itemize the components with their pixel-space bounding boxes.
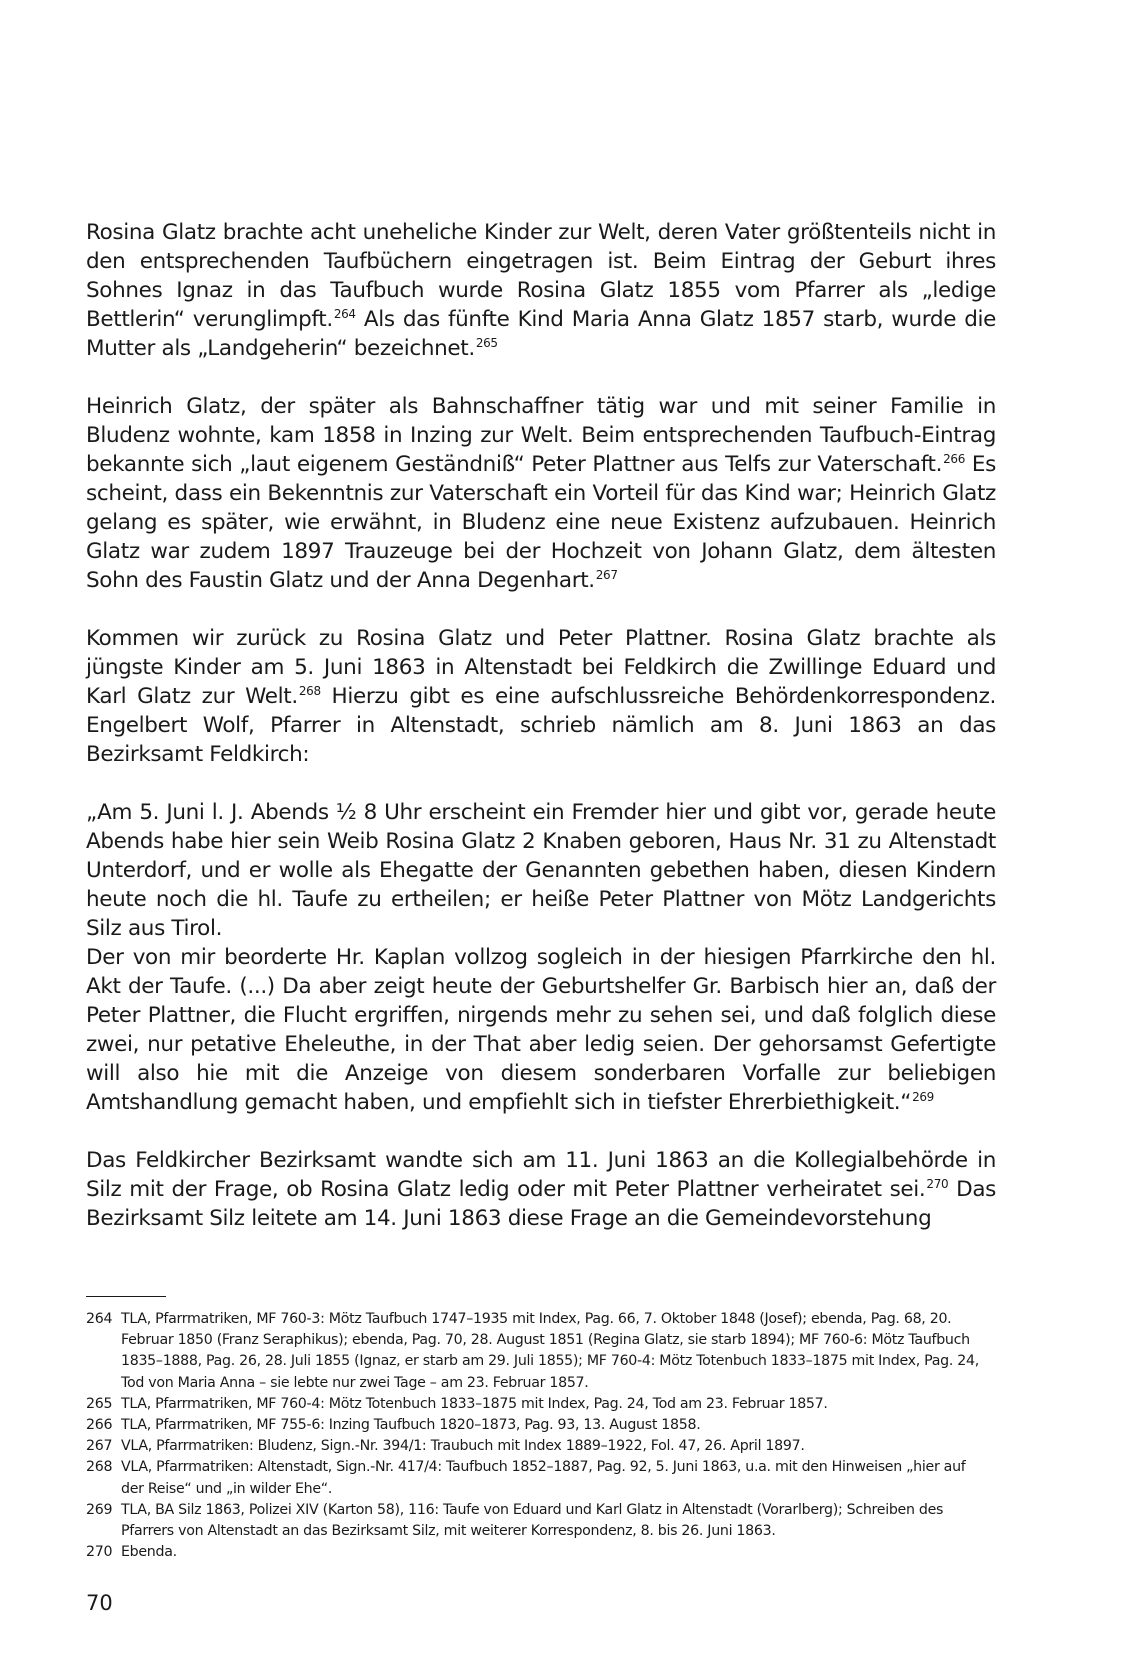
quotation-part-2: Der von mir beorderte Hr. Kaplan vollzog sogleich in der hiesigen Pfarrkirche den hl. Akt der Taufe. (...) Da aber zeigt heute der Geburtshelfer Gr. Barbisch hier an, daß der Peter Plattner, die Flucht ergriffen, nirgends mehr zu sehen sei, und daß folglich diese zwei, nur petative Eheleuthe, in der That aber ledig seien. Der gehorsamst Gefertigte will also hie mit die Anzeige von diesem sonderbaren Vorfalle zur beliebigen Amtshandlung gemacht haben, und empfiehlt sich in tiefster Ehrerbiethigkeit.“$^{269}$ bbox=[86, 945, 996, 1115]
footnote-ref-266[interactable]: 266 bbox=[943, 452, 965, 466]
footnote-264 bbox=[86, 1309, 991, 1394]
paragraph-3: Kommen wir zurück zu Rosina Glatz und Peter Plattner. Rosina Glatz brachte als jüngste Kinder am 5. Juni 1863 in Altenstadt bei Feldkirch die Zwillinge Eduard und Karl Glatz zur Welt.$^{268}$ Hierzu gibt es eine aufschlussreiche Behördenkorrespondenz. Engelbert Wolf, Pfarrer in Altenstadt, schrieb nämlich am 8. Juni 1863 an das Bezirksamt Feldkirch: bbox=[86, 626, 997, 767]
footnote-text: VLA, Pfarrmatriken: Altenstadt, Sign.-Nr. 417/4: Taufbuch 1852–1887, Pag. 92, 5. Juni 1863, u.a. mit den Hinweisen „hier auf der Reise“ und „in wilder Ehe“. bbox=[121, 1459, 966, 1497]
footnote-number: 269 bbox=[86, 1501, 113, 1518]
main-text bbox=[86, 218, 996, 1262]
footnote-text: TLA, Pfarrmatriken, MF 755-6: Inzing Taufbuch 1820–1873, Pag. 93, 13. August 1858. bbox=[121, 1417, 701, 1434]
footnote-ref-268[interactable]: 268 bbox=[298, 684, 321, 698]
footnote-267 bbox=[86, 1436, 991, 1457]
footnote-number: 265 bbox=[86, 1395, 113, 1412]
footnote-text: TLA, Pfarrmatriken, MF 760-4: Mötz Totenbuch 1833–1875 mit Index, Pag. 24, Tod am 23. Februar 1857. bbox=[121, 1395, 828, 1412]
footnote-text: Ebenda. bbox=[121, 1544, 177, 1561]
footnote-number: 266 bbox=[86, 1417, 113, 1434]
footnote-text: TLA, Pfarrmatriken, MF 760-3: Mötz Taufbuch 1747–1935 mit Index, Pag. 66, 7. Oktober 1848 (Josef); ebenda, Pag. 68, 20. Februar 1850 (Franz Seraphikus); ebenda, Pag. 70, 28. August 1851 (Regina Glatz, sie starb 1894); MF 760-6: Mötz Taufbuch 1835–1888, Pag. 26, 28. Juli 1855 (Ignaz, er starb am 29. Juli 1855); MF 760-4: Mötz Totenbuch 1833–1875 mit Index, Pag. 24, Tod von Maria Anna – sie lebte nur zwei Tage – am 23. Februar 1857. bbox=[121, 1311, 979, 1391]
paragraph-4: Das Feldkircher Bezirksamt wandte sich am 11. Juni 1863 an die Kollegialbehörde in Silz mit der Frage, ob Rosina Glatz ledig oder mit Peter Plattner verheiratet sei.$^{270}$ Das Bezirksamt Silz leitete am 14. Juni 1863 diese Frage an die Gemeindevorstehung bbox=[86, 1148, 996, 1231]
footnote-text: VLA, Pfarrmatriken: Bludenz, Sign.-Nr. 394/1: Traubuch mit Index 1889–1922, Fol. 47, 26. April 1897. bbox=[121, 1438, 805, 1455]
footnote-265 bbox=[86, 1394, 991, 1415]
paragraph-1: Rosina Glatz brachte acht uneheliche Kinder zur Welt, deren Vater größtenteils nicht in den entsprechenden Taufbüchern eingetragen ist. Beim Eintrag der Geburt ihres Sohnes Ignaz in das Taufbuch wurde Rosina Glatz 1855 vom Pfarrer als „ledige Bettlerin“ verunglimpft.$^{264}$ Als das fünfte Kind Maria Anna Glatz 1857 starb, wurde die Mutter als „Landgeherin“ bezeichnet.$^{265}$ bbox=[86, 220, 997, 361]
footnote-divider bbox=[86, 1296, 166, 1297]
footnote-ref-267[interactable]: 267 bbox=[595, 568, 618, 582]
page-number: 70 bbox=[86, 1591, 113, 1615]
footnote-text: TLA, BA Silz 1863, Polizei XIV (Karton 58), 116: Taufe von Eduard und Karl Glatz in Altenstadt (Vorarlberg); Schreiben des Pfarrers von Altenstadt an das Bezirksamt Silz, mit weiterer Korrespondenz, 8. bis 26. Juni 1863. bbox=[121, 1501, 944, 1540]
footnote-268 bbox=[86, 1457, 991, 1499]
quotation-part-1: „Am 5. Juni l. J. Abends ½ 8 Uhr erscheint ein Fremder hier und gibt vor, gerade heute Abends habe hier sein Weib Rosina Glatz 2 Knaben geboren, Haus Nr. 31 zu Altenstadt Unterdorf, und er wolle als Ehegatte der Genannten gebethen haben, diesen Kindern heute noch die hl. Taufe zu ertheilen; er heiße Peter Plattner von Mötz Landgerichts Silz aus Tirol. bbox=[86, 800, 996, 941]
footnote-ref-269[interactable]: 269 bbox=[912, 1090, 934, 1104]
footnote-269 bbox=[86, 1500, 991, 1542]
footnote-number: 270 bbox=[86, 1544, 113, 1561]
paragraph-2: Heinrich Glatz, der später als Bahnschaffner tätig war und mit seiner Familie in Bludenz wohnte, kam 1858 in Inzing zur Welt. Beim entsprechenden Taufbuch-Eintrag bekannte sich „laut eigenem Geständniß“ Peter Plattner aus Telfs zur Vaterschaft.$^{266}$ Es scheint, dass ein Bekenntnis zur Vaterschaft ein Vorteil für das Kind war; Heinrich Glatz gelang es später, wie erwähnt, in Bludenz eine neue Existenz aufzubauen. Heinrich Glatz war zudem 1897 Trauzeuge bei der Hochzeit von Johann Glatz, dem ältesten Sohn des Faustin Glatz und der Anna Degenhart.$^{267}$ bbox=[86, 394, 996, 593]
footnote-ref-265[interactable]: 265 bbox=[475, 336, 498, 350]
footnote-270 bbox=[86, 1542, 991, 1563]
footnote-ref-270[interactable]: 270 bbox=[926, 1177, 949, 1191]
footnote-number: 264 bbox=[86, 1311, 113, 1327]
footnote-number: 267 bbox=[86, 1438, 113, 1455]
footnote-number: 268 bbox=[86, 1459, 113, 1476]
footnote-ref-264[interactable]: 264 bbox=[333, 307, 356, 321]
footnotes bbox=[86, 1309, 991, 1563]
footnote-266 bbox=[86, 1415, 991, 1436]
